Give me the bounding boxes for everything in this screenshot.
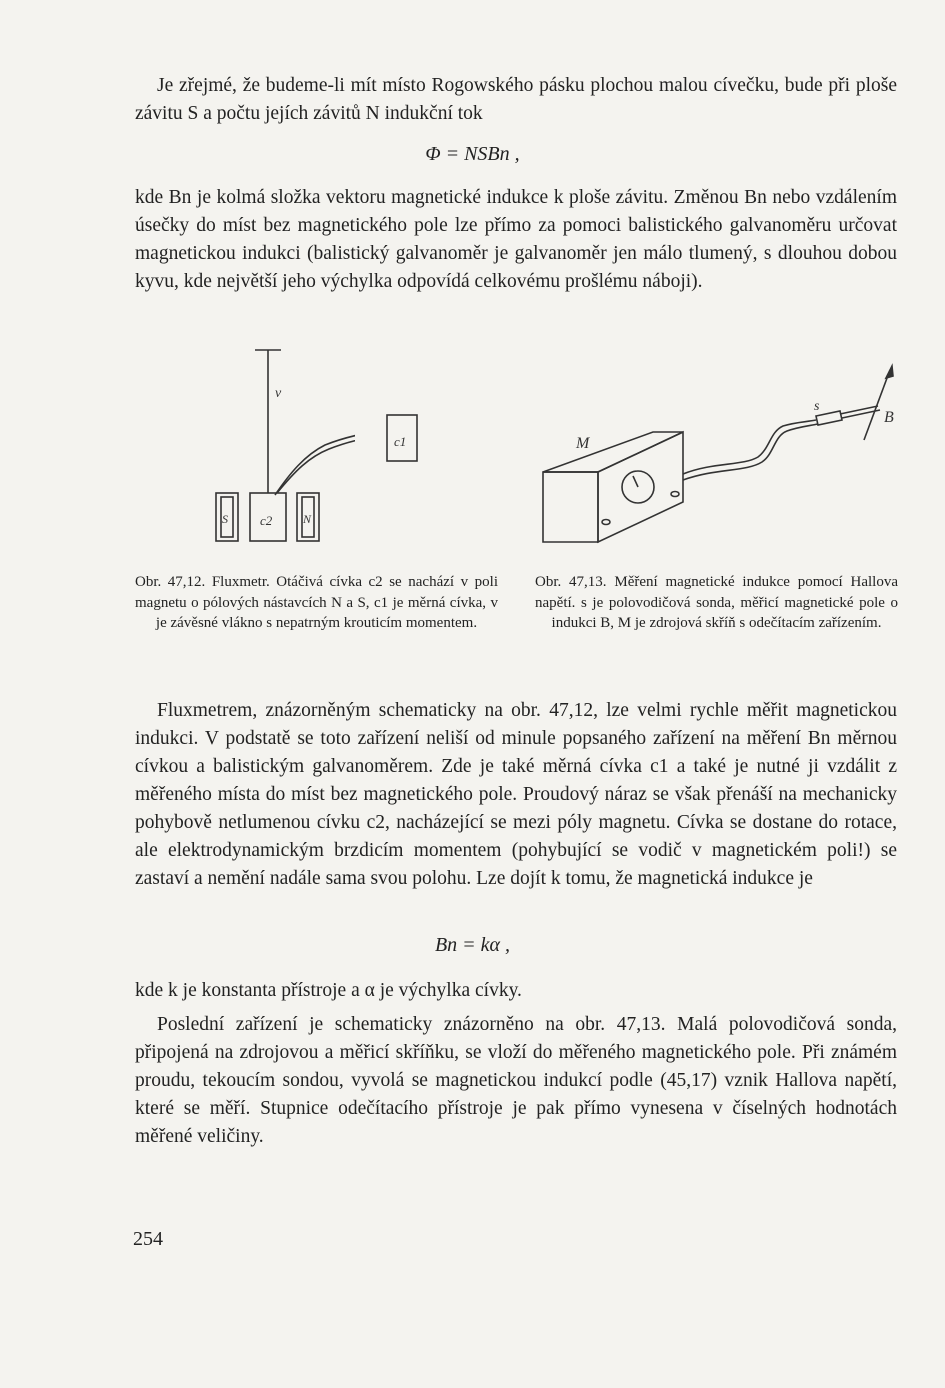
label-b: B — [884, 409, 894, 426]
paragraph-1: Je zřejmé, že budeme-li mít místo Rogowského pásku plochou malou cívečku, bude při ploše závitu S a počtu jejích závitů N indukční tok — [135, 75, 897, 124]
wire-1 — [275, 429, 355, 495]
box-top — [543, 432, 683, 472]
label-m: M — [576, 435, 590, 452]
box-side — [598, 432, 683, 542]
label-c1: c1 — [394, 434, 407, 449]
knob-2 — [602, 520, 610, 525]
label-v: v — [275, 386, 282, 401]
paragraph-5: Poslední zařízení je schematicky znázorněno na obr. 47,13. Malá polovodičová sonda, připojená na zdrojovou a měřicí skříňku, se vloží do měřeného magnetického pole. Při známém proudu, tekoucím sondou, vyvolá se magnetickou indukcí podle (45,17) vznik Hallova napětí, které se měří. Stupnice odečítacího přístroje je pak přímo vynesena v číselných hodnotách měřené veličiny. — [135, 1014, 897, 1147]
paragraph-2: kde Bn je kolmá složka vektoru magnetické indukce k ploše závitu. Změnou Bn nebo vzdálením úsečky do míst bez magnetického pole lze přímo za pomoci balistického galvanoměru určovat magnetickou indukci (balistický galvanoměr je galvanoměr jen málo tlumený, s dlouhou dobou kyvu, kde největší jeho výchylka odpovídá celkovému prošlému náboji). — [135, 187, 897, 292]
field-arrow — [864, 370, 890, 440]
label-n: N — [303, 512, 312, 526]
paragraph-4: kde k je konstanta přístroje a α je výchylka cívky. — [135, 980, 522, 1001]
box-front — [543, 472, 598, 542]
cable-b — [683, 424, 818, 480]
equation-flux: Φ = NSBn , — [425, 143, 520, 165]
coil-c1-box — [384, 412, 420, 464]
probe-s — [816, 411, 842, 425]
label-s-probe: s — [814, 399, 820, 414]
arrow-head — [886, 366, 893, 378]
caption-fig-47-12: Obr. 47,12. Fluxmetr. Otáčivá cívka c2 se nachází v poli magnetu o pólových nástavcích N a S, c1 je měrná cívka, v je závěsné vlákno s nepatrným krouticím momentem. — [135, 574, 498, 631]
knob-1 — [671, 492, 679, 497]
label-s: S — [222, 512, 228, 526]
probe-stem-1 — [840, 406, 878, 414]
wire-2 — [277, 435, 355, 493]
hall-probe-figure — [538, 362, 908, 552]
paragraph-3: Fluxmetrem, znázorněným schematicky na obr. 47,12, lze velmi rychle měřit magnetickou indukci. V podstatě se toto zařízení neliší od minule popsaného zařízení na měření Bn měrnou cívkou a balistickým galvanoměrem. Zde je také měrná cívka c1 a také je nutné ji vzdálit z měřeného místa do míst bez magnetického pole. Proudový náraz se však přenáší na mechanicky pohybově netlumenou cívku c2, nacházející se mezi póly magnetu. Cívka se dostane do rotace, ale elektrodynamickým brzdicím momentem (pohybující se vodič v magnetickém poli!) se zastaví a nemění nadále sama svou polohu. Lze dojít k tomu, že magnetická indukce je — [135, 700, 897, 889]
page-number: 254 — [133, 1228, 163, 1250]
fluxmeter-figure — [205, 345, 355, 555]
equation-bn: Bn = kα , — [434, 934, 511, 956]
label-c2: c2 — [260, 513, 273, 528]
caption-fig-47-13: Obr. 47,13. Měření magnetické indukce pomocí Hallova napětí. s je polovodičová sonda, měřicí magnetické pole o indukci B, M je zdrojová skříň s odečítacím zařízením. — [535, 574, 898, 631]
